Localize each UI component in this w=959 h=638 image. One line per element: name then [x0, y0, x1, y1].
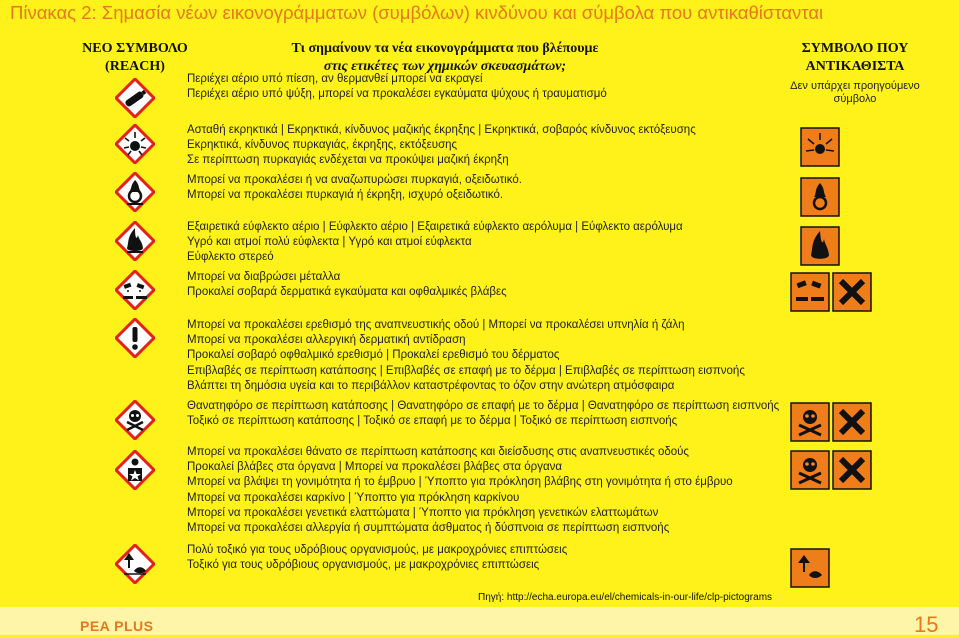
row-line: Μπορεί να προκαλέσει αλλεργική δερματική αντίδραση — [187, 334, 466, 347]
header-new-symbol-line2: (REACH) — [105, 59, 165, 74]
row-line: Σε περίπτωση πυρκαγιάς ενδέχεται να προκύψει μαζική έκρηξη — [187, 154, 509, 167]
old-dangerous-environment-icon — [790, 548, 830, 588]
header-meaning-line1: Τι σημαίνουν τα νέα εικονογράμματα που βλέπουμε — [291, 41, 599, 56]
row-flammables — [187, 220, 683, 266]
row-line: Μπορεί να προκαλέσει πυρκαγιά ή έκρηξη, ισχυρό οξειδωτικό. — [187, 189, 504, 202]
brand-logo-text: PEA PLUS — [80, 618, 154, 634]
no-previous-symbol-note: Δεν υπάρχει προηγούμενο σύμβολο — [790, 80, 920, 105]
row-line: Μπορεί να προκαλέσει γενετικά ελαττώματα | Ύποπτο για πρόκληση γενετικών ελαττωμάτων — [187, 506, 659, 519]
row-line: Ασταθή εκρηκτικά | Εκρηκτικά, κίνδυνος μαζικής έκρηξης | Εκρηκτικά, σοβαρός κίνδυνος εκτόξευσης — [187, 124, 696, 136]
old-harmful-irritant-icon — [832, 272, 872, 312]
page-number: 15 — [914, 612, 939, 637]
gas-cylinder-icon — [115, 78, 155, 118]
row-line: Προκαλεί σοβαρά δερματικά εγκαύματα και οφθαλμικές βλάβες — [187, 286, 507, 299]
header-meaning — [190, 40, 700, 76]
row-line: Περιέχει αέριο υπό ψύξη, μπορεί να προκαλέσει εγκαύματα ψύχους ή τραυματισμό — [187, 88, 607, 101]
row-line: Μπορεί να προκαλέσει ή να αναζωπυρώσει πυρκαγιά, οξειδωτικό. — [187, 174, 522, 186]
old-harmful-icon — [832, 402, 872, 442]
row-health-hazard — [187, 445, 733, 536]
exploding-bomb-icon — [115, 124, 155, 164]
exclamation-mark-icon — [115, 318, 155, 358]
row-line: Μπορεί να προκαλέσει καρκίνο | Ύποπτο για πρόκληση καρκίνου — [187, 491, 520, 504]
health-hazard-icon — [115, 450, 155, 490]
row-line: Μπορεί να προκαλέσει ερεθισμό της αναπνευστικής οδού | Μπορεί να προκαλέσει υπνηλία ή ζάλη — [187, 319, 685, 331]
header-meaning-line2: στις ετικέτες των χημικών σκευασμάτων; — [323, 59, 567, 74]
row-environment — [187, 543, 567, 573]
source-citation: Πηγή: http://echa.europa.eu/el/chemicals-in-our-life/clp-pictograms — [478, 592, 773, 603]
flame-icon — [115, 221, 155, 261]
row-line: Μπορεί να προκαλέσει αλλεργία ή συμπτώματα άσθματος ή δύσπνοια σε περίπτωση εισπνοής — [187, 522, 670, 535]
header-new-symbol-line1: ΝΕΟ ΣΥΜΒΟΛΟ — [82, 41, 188, 56]
row-line: Θανατηφόρο σε περίπτωση κατάποσης | Θανατηφόρο σε επαφή με το δέρμα | Θανατηφόρο σε περίπτωση εισπνοής — [187, 400, 780, 412]
page-title: Πίνακας 2: Σημασία νέων εικονογράμματων (συμβόλων) κινδύνου και σύμβολα που αντικαθίστανται — [10, 2, 824, 23]
flame-over-circle-icon — [115, 172, 155, 212]
corrosion-icon — [115, 270, 155, 310]
row-line: Προκαλεί βλάβες στα όργανα | Μπορεί να προκαλέσει βλάβες στα όργανα — [187, 461, 562, 474]
old-toxic-icon — [790, 402, 830, 442]
header-new-symbol — [80, 40, 190, 76]
row-line: Επιβλαβές σε περίπτωση κατάποσης | Επιβλαβές σε επαφή με το δέρμα | Επιβλαβές σε περίπτωση εισπνοής — [187, 364, 745, 377]
row-acute-toxicity — [187, 399, 779, 429]
row-line: Εκρηκτικά, κίνδυνος πυρκαγιάς, έκρηξης, εκτόξευσης — [187, 139, 458, 152]
header-replaced-line1: ΣΥΜΒΟΛΟ ΠΟΥ — [801, 41, 909, 56]
skull-crossbones-icon — [115, 400, 155, 440]
row-line: Τοξικό για τους υδρόβιους οργανισμούς, με μακροχρόνιες επιπτώσεις — [187, 559, 540, 572]
row-line: Προκαλεί σοβαρό οφθαλμικό ερεθισμό | Προκαλεί ερεθισμό του δέρματος — [187, 349, 560, 362]
row-line: Περιέχει αέριο υπό πίεση, αν θερμανθεί μπορεί να εκραγεί — [187, 73, 483, 85]
old-explosive-icon — [800, 127, 840, 167]
row-line: Μπορεί να διαβρώσει μέταλλα — [187, 271, 341, 283]
row-line: Μπορεί να προκαλέσει θάνατο σε περίπτωση κατάποσης και διείσδυσης στις αναπνευστικές οδούς — [187, 446, 689, 458]
header-replaced-line2: ΑΝΤΙΚΑΘΙΣΤΑ — [805, 59, 905, 74]
environment-icon — [115, 544, 155, 584]
row-line: Τοξικό σε περίπτωση κατάποσης | Τοξικό σε επαφή με το δέρμα | Τοξικό σε περίπτωση εισπνοής — [187, 415, 678, 428]
old-oxidizing-icon — [800, 177, 840, 217]
old-flammable-icon — [800, 226, 840, 266]
row-line: Εύφλεκτο στερεό — [187, 251, 274, 264]
old-toxic-icon — [790, 450, 830, 490]
old-corrosive-icon — [790, 272, 830, 312]
header-replaced-symbol — [775, 40, 935, 76]
row-explosives — [187, 123, 696, 169]
row-line: Μπορεί να βλάψει τη γονιμότητα ή το έμβρυο | Ύποπτο για πρόκληση βλάβης στη γονιμότητα ή στο έμβρυο — [187, 476, 733, 489]
row-oxidizers — [187, 173, 522, 203]
row-irritants — [187, 318, 745, 394]
row-line: Εξαιρετικά εύφλεκτο αέριο | Εύφλεκτο αέριο | Εξαιρετικά εύφλεκτο αερόλυμα | Εύφλεκτο αερόλυμα — [187, 221, 683, 233]
row-gas-under-pressure — [187, 72, 607, 102]
row-line: Υγρό και ατμοί πολύ εύφλεκτα | Υγρό και ατμοί εύφλεκτα — [187, 236, 472, 249]
row-line: Βλάπτει τη δημόσια υγεία και το περιβάλλον καταστρέφοντας το όζον στην ανώτερη ατμόσφαιρα — [187, 379, 675, 392]
row-corrosives — [187, 270, 507, 300]
row-line: Πολύ τοξικό για τους υδρόβιους οργανισμούς, με μακροχρόνιες επιπτώσεις — [187, 544, 568, 556]
old-harmful-icon — [832, 450, 872, 490]
